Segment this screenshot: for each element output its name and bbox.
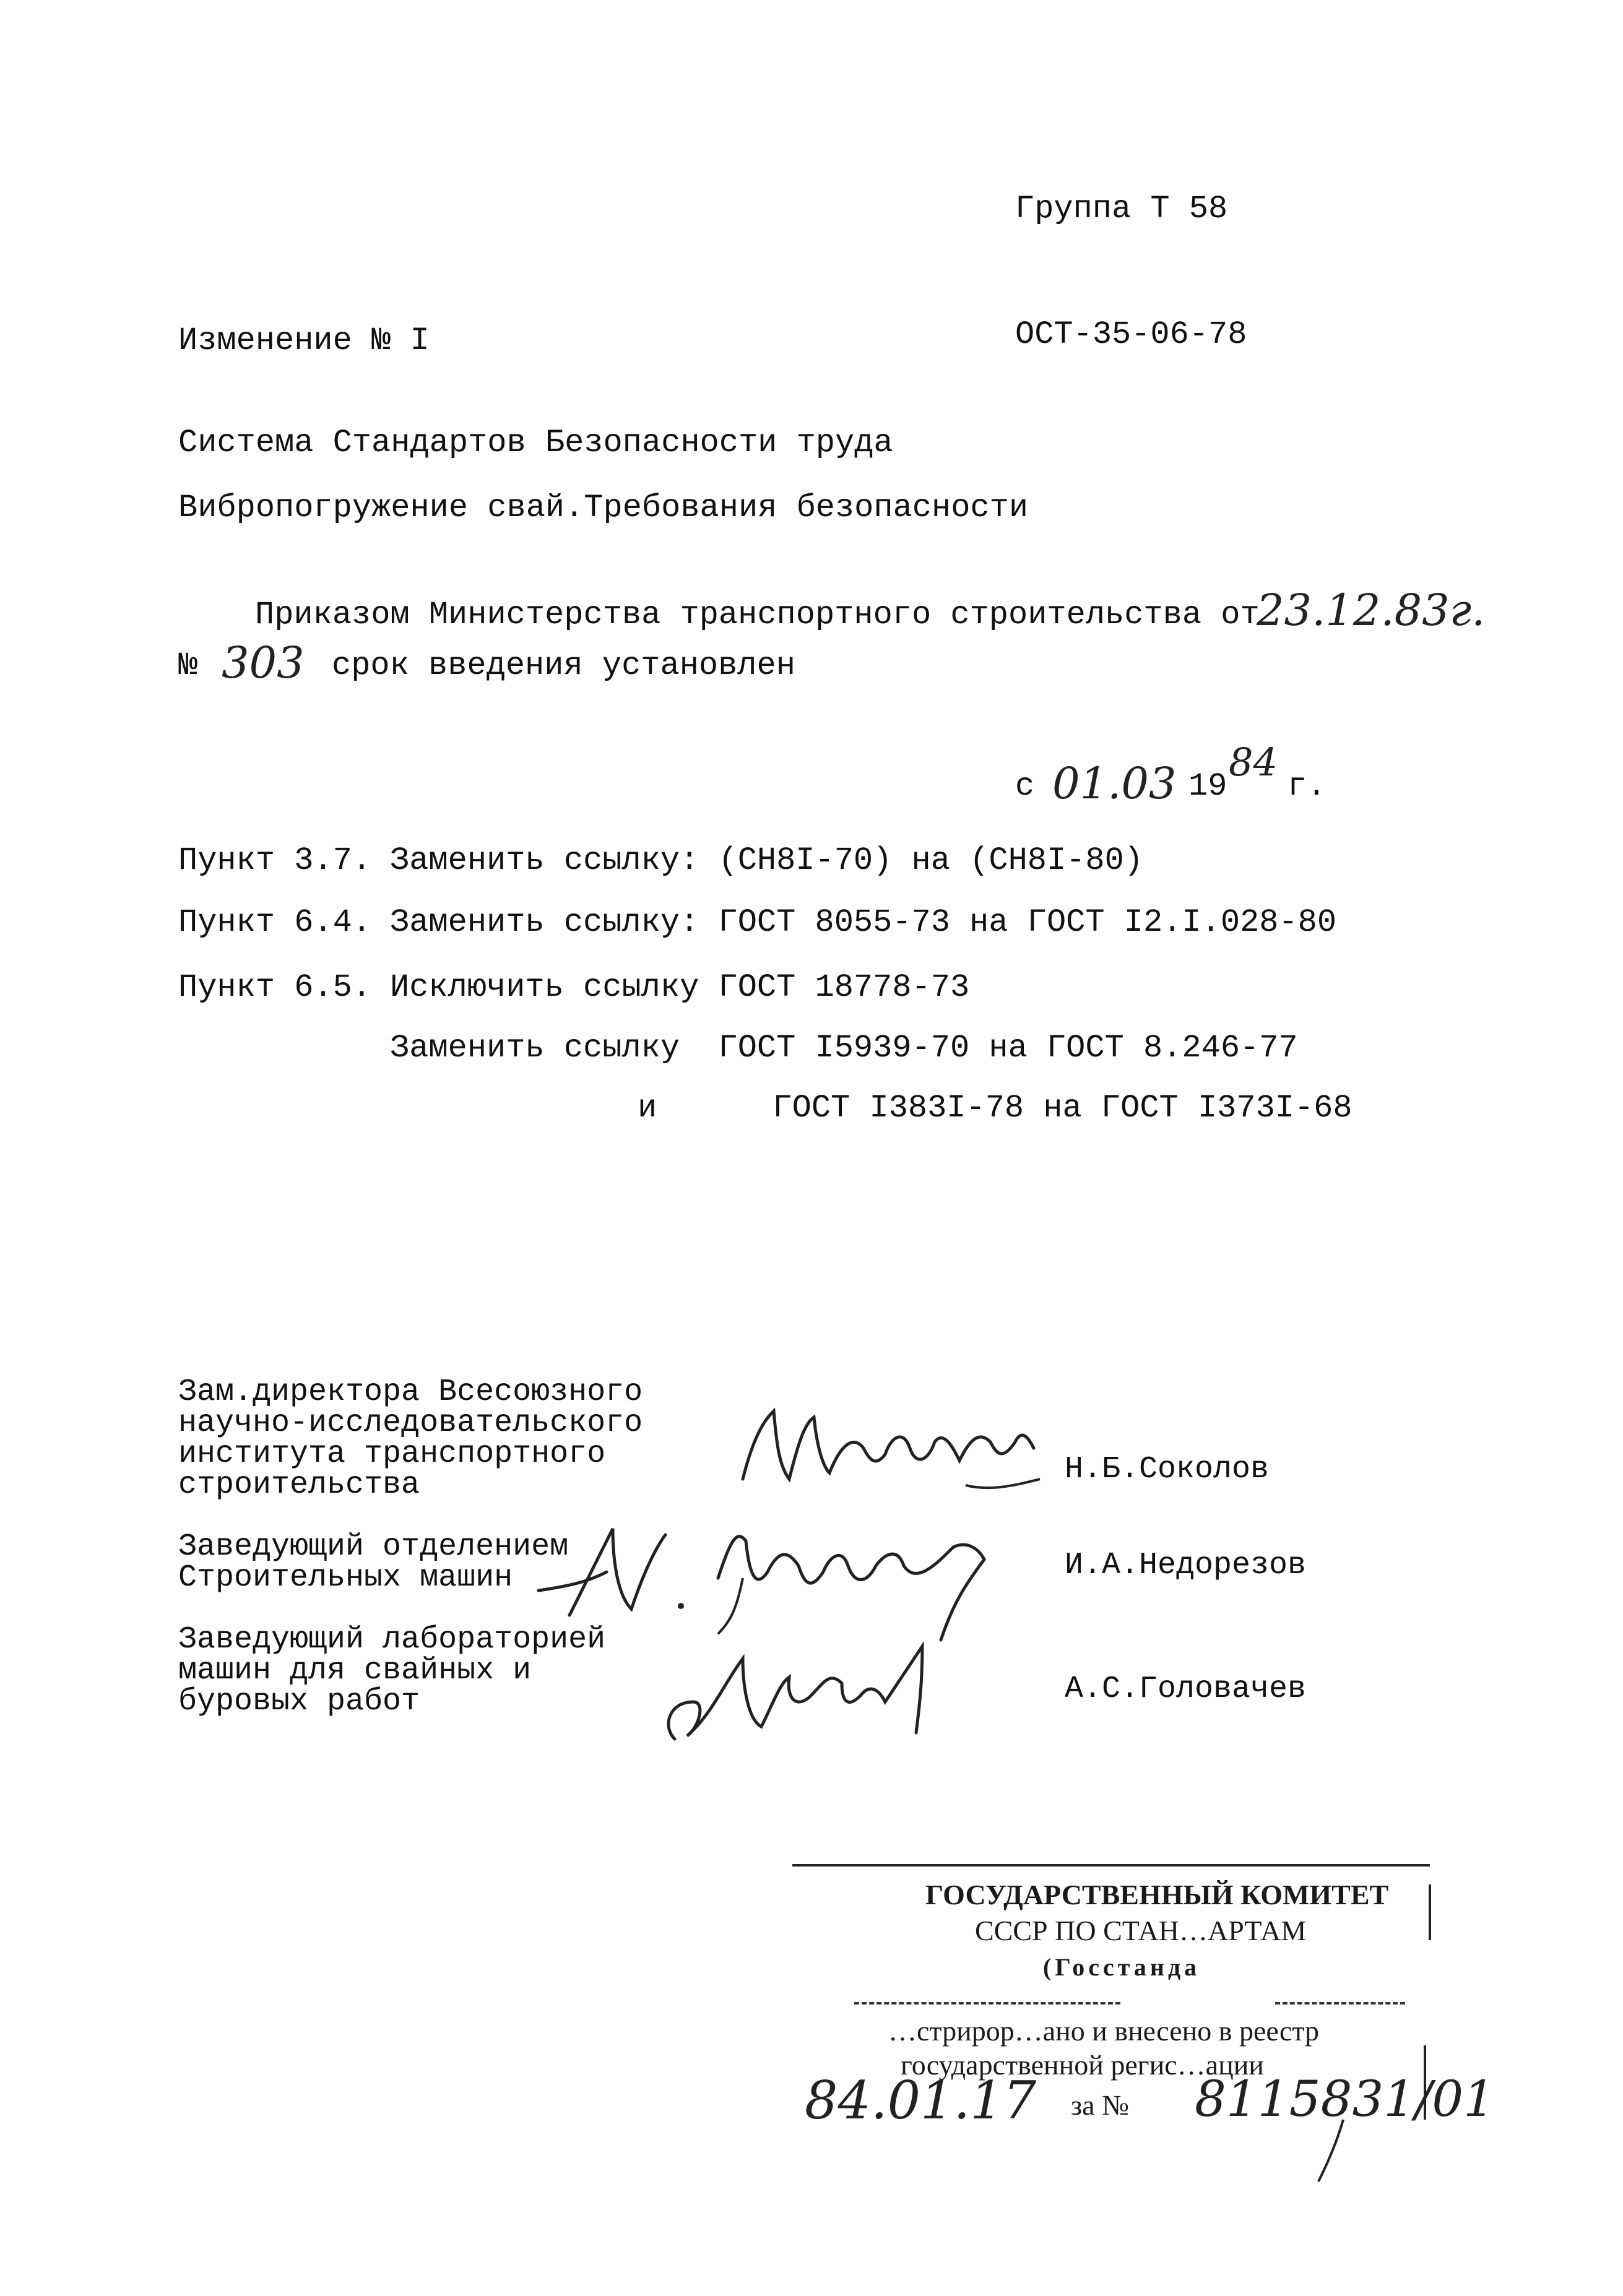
stamp-line-4: …стрирор…ано и внесено в реестр [888,2015,1320,2047]
stamp-line-3: (Госстанда [1043,1953,1201,1981]
title-line-2: Вибропогружение свай.Требования безопасности [178,490,1029,526]
standard-number: ОСТ-35-06-78 [1015,316,1247,353]
stamp-pen-stroke [1312,2117,1349,2185]
year-handwritten: 84 [1229,740,1278,785]
year-prefix: 19 [1188,768,1227,805]
signatory-3-name: А.С.Головачев [1065,1672,1307,1707]
signatory-1-position-line-3: института транспортного [178,1436,606,1472]
signatory-1-position-line-1: Зам.директора Всесоюзного [178,1375,643,1410]
signature-1 [730,1392,1052,1504]
stamp-right-border [1429,1884,1431,1940]
change-text-5: и ГОСТ I383I-78 на ГОСТ I373I-68 [638,1090,1352,1126]
signatory-3-position-line-2: машин для свайных и [178,1653,532,1688]
change-label-2: Пункт 6.4. [178,904,372,941]
signatory-3-position-line-3: буровых работ [178,1684,420,1719]
stamp-divider-left [854,2002,1120,2005]
change-text-4: Заменить ссылку ГОСТ I5939-70 на ГОСТ 8.246-77 [390,1030,1298,1066]
stamp-number-handwritten: 8115831/01 [1195,2070,1495,2128]
stamp-number-label: за № [1071,2089,1129,2121]
change-text-2: Заменить ссылку: ГОСТ 8055-73 на ГОСТ I2.I.028-80 [390,904,1337,941]
group-code: Группа Т 58 [1015,191,1228,227]
signatory-2-position-line-2: Строительных машин [178,1560,513,1595]
order-text-b: срок введения установлен [332,647,795,684]
signatory-1-position-line-2: научно-исследовательского [178,1405,643,1441]
signatory-2-position-line-1: Заведующий отделением [178,1529,569,1564]
signature-3 [656,1634,953,1751]
stamp-right-border-lower [1424,2045,1426,2120]
stamp-line-2: СССР ПО СТАН…АРТАМ [975,1915,1307,1946]
order-number-prefix: № [178,647,198,684]
stamp-top-border [792,1864,1430,1867]
signatory-3-position-line-1: Заведующий лабораторией [178,1622,606,1657]
stamp-divider-right [1275,2002,1405,2005]
signatory-1-name: Н.Б.Соколов [1065,1452,1270,1487]
order-number-handwritten: 303 [222,637,305,688]
year-suffix: г. [1288,768,1327,805]
change-text-1: Заменить ссылку: (СН8I-70) на (СН8I-80) [390,842,1143,879]
change-label-3: Пункт 6.5. [178,969,372,1006]
title-line-1: Система Стандартов Безопасности труда [178,425,893,461]
order-date-handwritten: 23.12.83г. [1257,585,1486,636]
change-label-1: Пункт 3.7. [178,842,372,879]
signatory-2-name: И.А.Недорезов [1065,1548,1307,1583]
effective-date-handwritten: 01.03 [1052,758,1177,809]
effective-from-prefix: с [1015,768,1035,805]
stamp-line-5: государственной регис…ации [901,2049,1264,2081]
change-text-3: Исключить ссылку ГОСТ 18778-73 [390,969,970,1006]
signature-2 [532,1504,1077,1652]
change-number: Изменение № I [178,322,430,359]
order-text: Приказом Министерства транспортного строительства от [255,597,1260,633]
stamp-date-handwritten: 84.01.17 [805,2070,1037,2131]
stamp-line-1: ГОСУДАРСТВЕННЫЙ КОМИТЕТ [925,1879,1389,1910]
signatory-1-position-line-4: строительства [178,1467,420,1503]
